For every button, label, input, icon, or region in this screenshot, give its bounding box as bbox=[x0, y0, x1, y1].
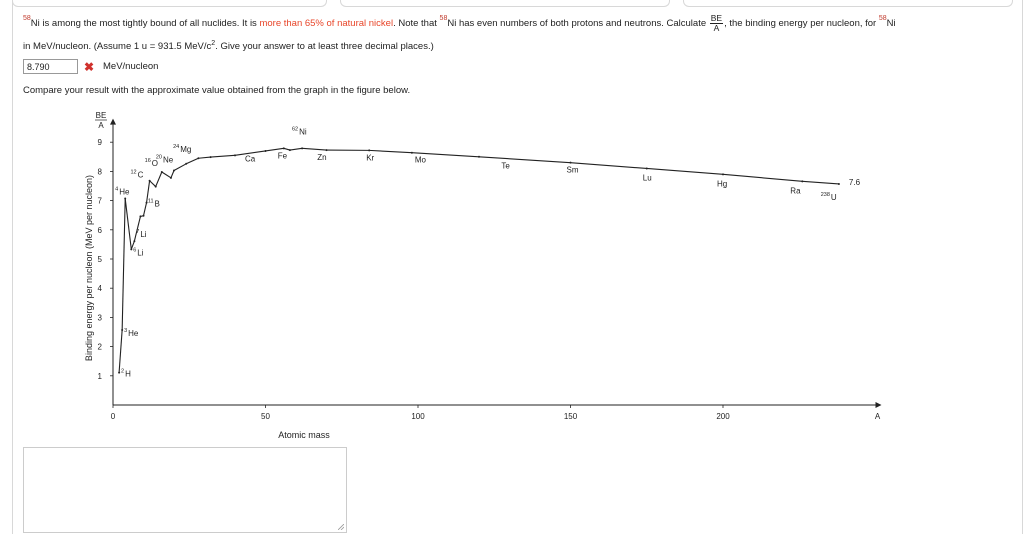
nuclide-symbol: Ni bbox=[30, 18, 40, 30]
nuclide-label: O bbox=[151, 158, 159, 168]
nuclide-label: Te bbox=[501, 161, 510, 171]
binding-energy-data-point bbox=[722, 173, 724, 175]
nuclide-label-mass-number: 20 bbox=[155, 154, 162, 161]
nuclide-label: Zn bbox=[317, 152, 327, 162]
x-tick-label: 150 bbox=[563, 412, 578, 421]
nuclide-label: Li bbox=[137, 248, 144, 258]
y-tick-label: 6 bbox=[97, 225, 102, 235]
response-textarea[interactable] bbox=[23, 447, 347, 533]
binding-energy-curve-segment bbox=[186, 158, 198, 164]
nuclide-mass-number: 58 bbox=[23, 15, 31, 22]
nuclide-label: Fe bbox=[277, 151, 288, 161]
binding-energy-curve-segment bbox=[723, 174, 802, 181]
binding-energy-curve-segment bbox=[302, 148, 326, 150]
binding-energy-curve-segment bbox=[171, 171, 174, 178]
binding-energy-curve-segment bbox=[647, 168, 723, 174]
nuclide-label-mass-number: 12 bbox=[130, 169, 137, 176]
x-axis-arrow bbox=[876, 402, 882, 408]
nuclide-mass-number: 58 bbox=[878, 15, 887, 22]
binding-energy-data-point bbox=[210, 156, 212, 158]
nuclide-label-mass-number: 4 bbox=[115, 186, 119, 193]
answer-input[interactable]: 8.790 bbox=[23, 59, 78, 74]
binding-energy-data-point bbox=[646, 167, 648, 169]
nuclide-label-mass-number: 7 bbox=[136, 229, 140, 236]
exponent: 2 bbox=[211, 40, 216, 47]
answer-unit: MeV/nucleon bbox=[103, 61, 159, 72]
nuclide-label: Ra bbox=[790, 186, 801, 196]
statement-text: . Note that bbox=[393, 18, 440, 30]
binding-energy-curve-segment bbox=[150, 181, 156, 187]
binding-energy-data-point bbox=[368, 149, 370, 151]
nuclide-label: Ca bbox=[245, 154, 256, 164]
y-tick-label: 4 bbox=[97, 284, 102, 294]
nuclide-label-mass-number: 62 bbox=[291, 126, 299, 133]
fraction-numerator: BE bbox=[710, 13, 723, 24]
y-axis-label-denominator: A bbox=[98, 121, 104, 130]
binding-energy-data-point bbox=[801, 180, 803, 182]
x-axis-end-label: A bbox=[874, 412, 881, 421]
nuclide-label: B bbox=[154, 199, 160, 209]
x-tick-label: 50 bbox=[261, 412, 270, 421]
binding-energy-data-point bbox=[289, 149, 291, 151]
compare-instruction: Compare your result with the approximate value obtained from the graph in the figure below. bbox=[23, 85, 411, 96]
binding-energy-data-point bbox=[118, 372, 120, 374]
binding-energy-curve-segment bbox=[571, 163, 647, 169]
binding-energy-data-point bbox=[838, 183, 840, 185]
binding-energy-curve-segment bbox=[156, 172, 162, 187]
y-tick-label: 7 bbox=[97, 196, 102, 206]
binding-energy-data-point bbox=[121, 329, 123, 331]
nuclide-symbol: Ni bbox=[447, 18, 457, 30]
y-tick-label: 2 bbox=[97, 342, 102, 352]
binding-energy-curve-segment bbox=[211, 155, 235, 157]
natural-abundance-link[interactable]: more than 65% of natural nickel bbox=[259, 18, 394, 30]
nuclide-label: Ne bbox=[163, 155, 174, 165]
x-tick-label: 200 bbox=[716, 412, 730, 421]
binding-energy-data-point bbox=[124, 198, 126, 200]
y-axis-arrow bbox=[110, 119, 116, 125]
binding-energy-data-point bbox=[570, 162, 572, 164]
nuclide-label: He bbox=[119, 187, 130, 197]
nuclide-label-mass-number: 3 bbox=[124, 327, 128, 334]
nuclide-label: He bbox=[128, 328, 139, 338]
binding-energy-data-point bbox=[326, 149, 328, 151]
nuclide-label: Ni bbox=[299, 127, 307, 137]
y-tick-label: 8 bbox=[97, 167, 102, 177]
nuclide-label: Mo bbox=[414, 155, 427, 165]
nuclide-label: Li bbox=[140, 230, 147, 240]
nuclide-label: U bbox=[830, 192, 837, 202]
nuclide-label-mass-number: 24 bbox=[173, 143, 180, 150]
statement-text: has even numbers of both protons and neutrons. Calculate bbox=[456, 18, 709, 30]
fraction-denominator: A bbox=[713, 23, 720, 34]
binding-energy-data-point bbox=[173, 170, 175, 172]
binding-energy-data-point bbox=[197, 157, 199, 159]
binding-energy-data-point bbox=[139, 215, 141, 217]
x-mark-icon: ✖ bbox=[84, 60, 95, 74]
y-tick-label: 9 bbox=[97, 138, 102, 148]
x-axis-title: Atomic mass bbox=[278, 430, 330, 440]
binding-energy-curve-segment bbox=[802, 181, 839, 184]
nuclide-label: Kr bbox=[366, 153, 375, 163]
binding-energy-curve-segment bbox=[198, 157, 210, 158]
binding-energy-data-point bbox=[265, 150, 267, 152]
nuclide-label: Sm bbox=[566, 165, 579, 175]
y-tick-label: 5 bbox=[97, 255, 102, 264]
binding-energy-data-point bbox=[478, 156, 480, 158]
binding-energy-data-point bbox=[161, 171, 163, 173]
nuclide-label-mass-number: 11 bbox=[147, 198, 154, 205]
nuclide-symbol: Ni bbox=[886, 18, 896, 30]
nuclide-label: Mg bbox=[180, 144, 192, 154]
y-axis-title: Binding energy per nucleon (MeV per nucleon) bbox=[84, 174, 94, 362]
nuclide-label: H bbox=[125, 369, 131, 379]
binding-energy-data-point bbox=[170, 177, 172, 179]
binding-energy-data-point bbox=[411, 152, 413, 154]
statement-text: . Give your answer to at least three decimal places.) bbox=[215, 41, 434, 53]
statement-text: in MeV/nucleon. (Assume 1 u = 931.5 MeV/c bbox=[23, 41, 212, 53]
resize-handle-icon[interactable] bbox=[338, 524, 344, 530]
nuclide-mass-number: 58 bbox=[439, 15, 448, 22]
binding-energy-curve-segment bbox=[162, 172, 171, 178]
binding-energy-curve-segment bbox=[122, 199, 125, 330]
binding-energy-data-point bbox=[133, 240, 135, 242]
nuclide-label-mass-number: 16 bbox=[144, 157, 151, 164]
nuclide-label: 7.6 bbox=[848, 178, 861, 188]
binding-energy-curve-segment bbox=[174, 164, 186, 171]
statement-text: , the binding energy per nucleon, for bbox=[724, 18, 879, 30]
binding-energy-data-point bbox=[234, 154, 236, 156]
binding-energy-data-point bbox=[185, 163, 187, 165]
nuclide-label-mass-number: 238 bbox=[820, 191, 830, 198]
binding-energy-curve-segment bbox=[479, 157, 571, 163]
binding-energy-data-point bbox=[130, 248, 132, 250]
y-tick-label: 1 bbox=[97, 371, 102, 381]
binding-energy-data-point bbox=[155, 186, 157, 188]
x-tick-label: 100 bbox=[411, 412, 425, 421]
y-axis-label-numerator: BE bbox=[95, 111, 107, 120]
binding-energy-data-point bbox=[143, 215, 145, 217]
nuclide-label-mass-number: 6 bbox=[133, 247, 137, 254]
binding-energy-data-point bbox=[301, 147, 303, 149]
y-tick-label: 3 bbox=[97, 313, 102, 323]
statement-text: is among the most tightly bound of all nuclides. It is bbox=[39, 18, 260, 30]
nuclide-label-mass-number: 2 bbox=[121, 368, 125, 375]
binding-energy-curve-segment bbox=[369, 150, 412, 152]
binding-energy-curve-segment bbox=[290, 148, 302, 150]
binding-energy-curve-segment bbox=[119, 330, 125, 375]
nuclide-label: Hg bbox=[717, 179, 728, 189]
nuclide-label: C bbox=[137, 170, 144, 180]
binding-energy-data-point bbox=[283, 147, 285, 149]
nuclide-label: Lu bbox=[642, 173, 652, 183]
binding-energy-data-point bbox=[149, 180, 151, 182]
binding-energy-curve-segment bbox=[125, 199, 131, 250]
binding-energy-curve-segment bbox=[144, 203, 147, 216]
x-tick-label: 0 bbox=[110, 412, 116, 421]
